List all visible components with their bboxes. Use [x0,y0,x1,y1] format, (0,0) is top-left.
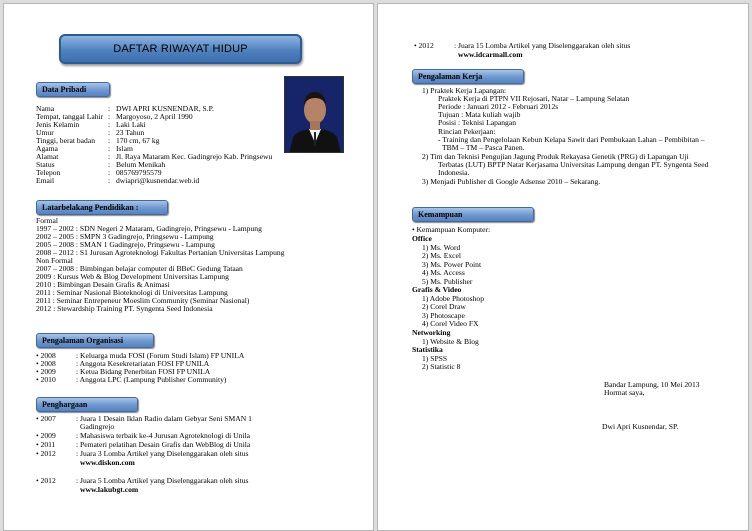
work-line: 1) Praktek Kerja Lapangan: [422,86,507,95]
personal-label: Jenis Kelamin [36,120,80,129]
work-line: - Training dan Pengelolaan Kebun Kelapa Sawit dari Pembukaan Lahan – Pembibitan – [438,135,705,144]
personal-colon: : [108,112,111,121]
personal-colon: : [108,128,111,137]
skills-intro: • Kemampuan Komputer: [412,225,491,234]
award-year: • 2009 [36,431,56,440]
org-text: : Ketua Bidang Penerbitan FOSI FP UNILA [76,367,211,376]
cv-page-1 [3,3,374,531]
award-text: : Juara 5 Lomba Artikel yang Diselenggarakan oleh situs [76,476,249,485]
education-line: 2002 – 2005 : SMPN 3 Gadingrejo, Pringsewu - Lampung [36,232,214,241]
education-line: 2010 : Bimbingan Desain Grafis & Animasi [36,280,170,289]
personal-value: Islam [116,144,133,153]
org-text: : Keluarga muda FOSI (Forum Studi Islam) FP UNILA [76,351,245,360]
closing-place-date: Bandar Lampung, 10 Mei 2013 [604,380,700,389]
personal-colon: : [108,168,111,177]
education-line: Formal [36,216,58,225]
personal-colon: : [108,160,111,169]
award-text: : Juara 15 Lomba Artikel yang Diselenggarakan oleh situs [454,41,631,50]
org-year: • 2008 [36,359,56,368]
skill-item: 3) Ms. Power Point [422,260,482,269]
personal-value: 170 cm, 67 kg [116,136,160,145]
personal-label: Alamat [36,152,59,161]
skill-item: 2) Ms. Excel [422,251,462,260]
award-year: • 2011 [36,440,56,449]
award-text: : Mahasiswa terbaik ke-4 Jurusan Agroteknologi di Unila [76,431,250,440]
award-url[interactable]: www.diskon.com [80,458,135,467]
personal-value: Margoyoso, 2 April 1990 [116,112,193,121]
org-text: : Anggota Kesekretariatan FOSI FP UNILA [76,359,210,368]
personal-colon: : [108,176,111,185]
skill-group: Networking [412,328,451,337]
skill-group: Grafis & Video [412,285,462,294]
personal-label: Umur [36,128,54,137]
skill-item: 2) Statistic 8 [422,362,461,371]
education-line: 2007 – 2008 : Bimbingan belajar computer di BBeC Gedung Tataan [36,264,243,273]
signature-name: Dwi Apri Kusnendar, SP. [602,422,679,431]
person-photo-icon [285,77,344,153]
org-year: • 2008 [36,351,56,360]
cv-page-2 [377,3,749,531]
personal-label: Telepon [36,168,61,177]
section-header-kemampuan: Kemampuan [412,207,534,222]
award-text: : Juara 1 Desain Iklan Radio dalam Gebyar Seni SMAN 1 [76,414,252,423]
personal-value: Jl. Raya Mataram Kec. Gadingrejo Kab. Pringsewu [116,152,273,161]
skill-item: 5) Ms. Publisher [422,277,473,286]
section-header-organisasi: Pengalaman Organisasi [36,333,154,348]
work-line: Rincian Pekerjaan: [438,127,496,136]
work-line: Praktek Kerja di PTPN VII Rejosari, Natar – Lampung Selatan [438,94,630,103]
award-url[interactable]: www.idcarmall.com [458,50,523,59]
award-year: • 2012 [36,449,56,458]
personal-label: Status [36,160,55,169]
work-line: Periode : Januari 2012 - Februari 2012s [438,102,559,111]
education-line: Non Formal [36,256,73,265]
personal-value: Laki Laki [116,120,146,129]
personal-colon: : [108,104,111,113]
education-line: 2009 : Kursus Web & Blog Development Universitas Lampung [36,272,229,281]
email-value[interactable]: dwiapri@kusnendar.web.id [116,176,200,185]
section-header-data-pribadi: Data Pribadi [36,82,110,97]
skill-item: 4) Corel Video FX [422,319,479,328]
profile-photo [284,76,344,153]
section-header-kerja: Pengalaman Kerja [412,69,524,84]
award-text: Gadingrejo [80,422,115,431]
work-line: Indonesia. [438,168,470,177]
award-year: • 2012 [414,41,434,50]
personal-value: DWI APRI KUSNENDAR, S.P. [116,104,214,113]
document-title: DAFTAR RIWAYAT HIDUP [59,34,302,64]
skill-item: 1) SPSS [422,354,448,363]
work-line: 2) Tim dan Teknisi Pengujian Jagung Produk Rekayasa Genetik (PRG) di Lapangan Uji [422,152,689,161]
personal-label: Email [36,176,55,185]
award-year: • 2012 [36,476,56,485]
education-line: 2005 – 2008 : SMAN 1 Gadingrejo, Pringsewu - Lampung [36,240,215,249]
org-year: • 2009 [36,367,56,376]
education-line: 2011 : Seminar Nasional Bioteknologi di Universitas Lampung [36,288,228,297]
personal-colon: : [108,144,111,153]
personal-colon: : [108,136,111,145]
work-line: Terbatas (LUT) BPTP Natar Kerjasama Universitas Lampung dengan PT. Syngenta Seed [438,160,709,169]
personal-value: 23 Tahun [116,128,145,137]
work-line: TBM – TM – Pasca Panen. [442,143,525,152]
personal-colon: : [108,152,111,161]
personal-value: Belum Menikah [116,160,166,169]
skill-group: Office [412,234,432,243]
skill-group: Statistika [412,345,443,354]
closing-greeting: Hormat saya, [604,388,645,397]
org-year: • 2010 [36,375,56,384]
personal-colon: : [108,120,111,129]
personal-value: 085769795579 [116,168,162,177]
award-url[interactable]: www.lakubgt.com [80,485,139,494]
education-line: 2011 : Seminar Entrepeneur Moeslim Community (Seminar Nasional) [36,296,250,305]
section-header-pendidikan: Latarbelakang Pendidikan : [36,200,168,215]
education-line: 2008 – 2012 : S1 Jurusan Agroteknologi Fakultas Pertanian Universitas Lampung [36,248,285,257]
skill-item: 4) Ms. Access [422,268,465,277]
personal-label: Nama [36,104,55,113]
award-text: : Pemateri pelatihan Desain Grafis dan WebBlog di Unila [76,440,251,449]
skill-item: 2) Corel Draw [422,302,466,311]
award-text: : Juara 3 Lomba Artikel yang Diselenggarakan oleh situs [76,449,249,458]
skill-item: 1) Ms. Word [422,243,461,252]
section-header-penghargaan: Penghargaan [36,397,138,412]
work-line: Posisi : Teknisi Lapangan [438,118,517,127]
education-line: 2012 : Stewardship Training PT. Syngenta Seed Indonesia [36,304,213,313]
personal-label: Agama [36,144,58,153]
skill-item: 1) Website & Blog [422,337,479,346]
work-line: Tujuan : Mata kuliah wajib [438,110,521,119]
award-year: • 2007 [36,414,56,423]
org-text: : Anggota LPC (Lampung Publisher Community) [76,375,227,384]
education-line: 1997 – 2002 : SDN Negeri 2 Mataram, Gadingrejo, Pringsewu - Lampung [36,224,262,233]
work-line: 3) Menjadi Publisher di Google Adsense 2010 – Sekarang. [422,177,601,186]
skill-item: 3) Photoscape [422,311,465,320]
personal-label: Tinggi, berat badan [36,136,95,145]
skill-item: 1) Adobe Photoshop [422,294,485,303]
personal-label: Tempat, tanggal Lahir [36,112,104,121]
